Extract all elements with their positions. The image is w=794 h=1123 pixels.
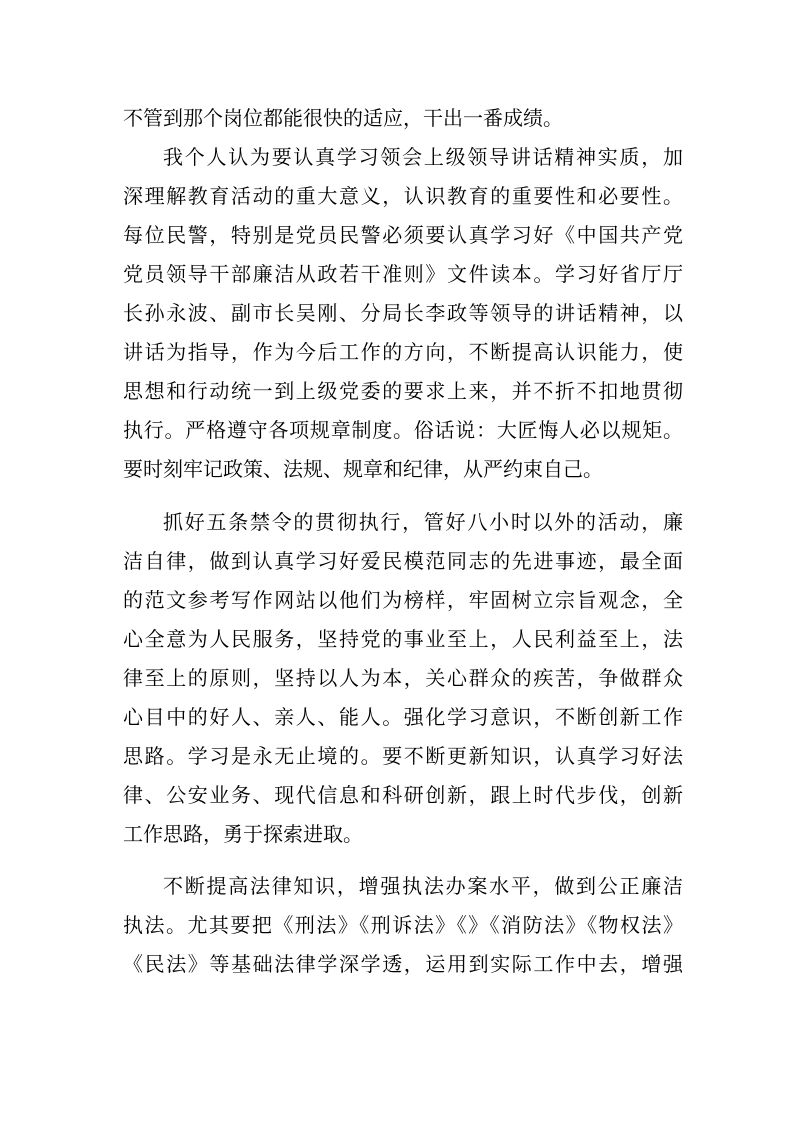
text-line: 洁自律，做到认真学习好爱民模范同志的先进事迹，最全面: [123, 549, 683, 573]
text-line: 讲话为指导，作为今后工作的方向，不断提高认识能力，使: [123, 340, 683, 364]
text-line: 思想和行动统一到上级党委的要求上来，并不折不扣地贯彻: [123, 379, 683, 403]
text-line: 深理解教育活动的重大意义，认识教育的重要性和必要性。: [123, 184, 683, 208]
text-line: 心全意为人民服务，坚持党的事业至上，人民利益至上，法: [123, 627, 683, 651]
text-line: 党员领导干部廉洁从政若干准则》文件读本。学习好省厅厅: [123, 262, 683, 286]
text-line: 我个人认为要认真学习领会上级领导讲话精神实质，加: [163, 145, 683, 169]
text-line: 执法。尤其要把《刑法》《刑诉法》《》《消防法》《物权法》: [123, 913, 683, 937]
text-line: 执行。严格遵守各项规章制度。俗话说：大匠悔人必以规矩。: [123, 418, 683, 442]
text-line: 要时刻牢记政策、法规、规章和纪律，从严约束自己。: [123, 457, 603, 481]
text-line: 思路。学习是永无止境的。要不断更新知识，认真学习好法: [123, 744, 683, 768]
text-line: 不断提高法律知识，增强执法办案水平，做到公正廉洁: [163, 874, 683, 898]
text-line: 律至上的原则，坚持以人为本，关心群众的疾苦，争做群众: [123, 666, 683, 690]
text-line: 律、公安业务、现代信息和科研创新，跟上时代步伐，创新: [123, 783, 683, 807]
text-line: 长孙永波、副市长吴刚、分局长李政等领导的讲话精神，以: [123, 301, 683, 325]
text-line: 每位民警，特别是党员民警必须要认真学习好《中国共产党: [123, 223, 683, 247]
text-line: 心目中的好人、亲人、能人。强化学习意识，不断创新工作: [123, 705, 683, 729]
text-line: 《民法》等基础法律学深学透，运用到实际工作中去，增强: [123, 952, 683, 976]
text-line: 不管到那个岗位都能很快的适应，干出一番成绩。: [123, 106, 563, 130]
text-line: 的范文参考写作网站以他们为榜样，牢固树立宗旨观念，全: [123, 588, 683, 612]
text-line: 抓好五条禁令的贯彻执行，管好八小时以外的活动，廉: [163, 510, 683, 534]
text-line: 工作思路，勇于探索进取。: [123, 822, 363, 846]
